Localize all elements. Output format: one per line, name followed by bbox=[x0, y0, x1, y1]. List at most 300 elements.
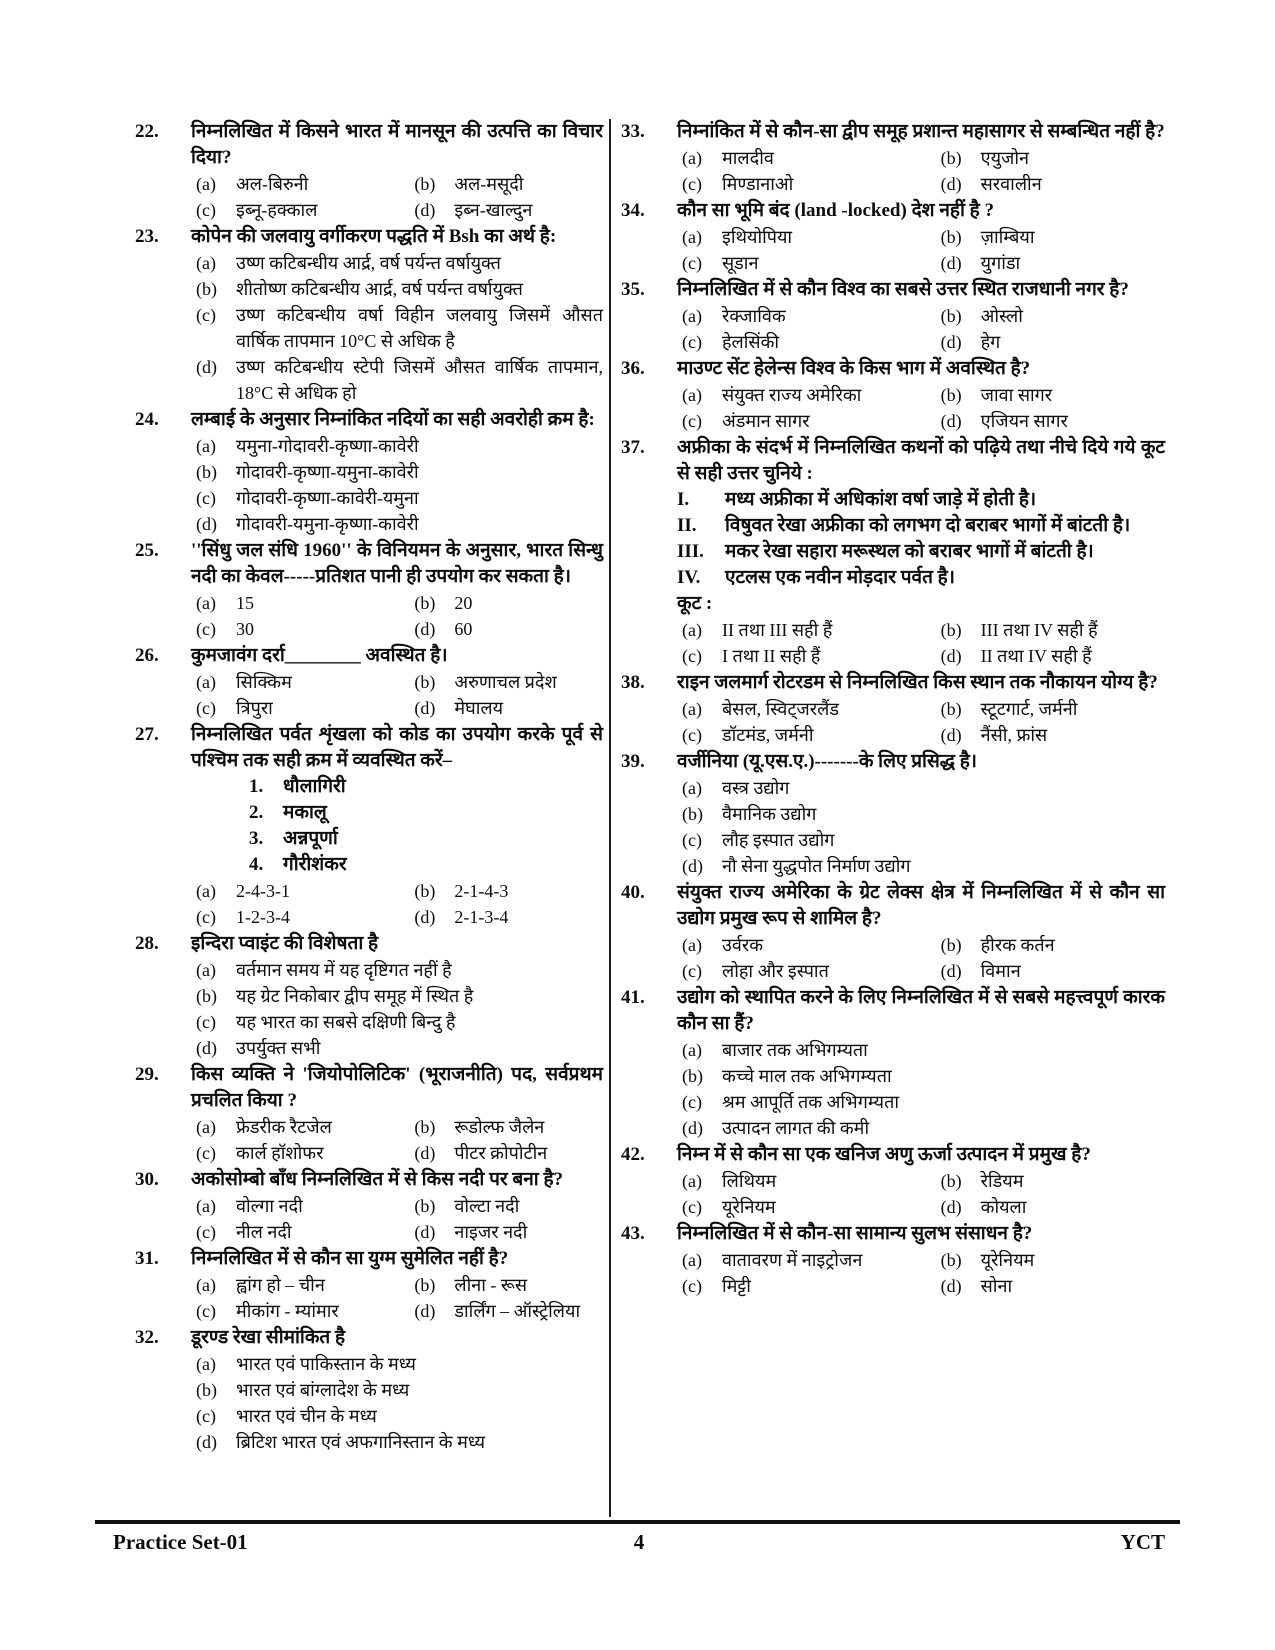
option bbox=[936, 171, 1165, 197]
question-block bbox=[621, 985, 1165, 1141]
option bbox=[191, 485, 603, 511]
question-block bbox=[135, 407, 603, 537]
option bbox=[936, 224, 1165, 250]
option bbox=[191, 1219, 409, 1245]
question-body bbox=[191, 119, 603, 223]
option-label: (b) bbox=[940, 385, 962, 405]
option-text: अल-बिरुनी bbox=[236, 174, 309, 194]
option-label: (d) bbox=[940, 174, 962, 194]
option-text: वातावरण में नाइट्रोजन bbox=[722, 1250, 863, 1270]
option-text: यमुना-गोदावरी-कृष्णा-कावेरी bbox=[236, 436, 419, 456]
question-number: 30. bbox=[135, 1169, 159, 1190]
option-text: डॉटमंड, जर्मनी bbox=[722, 725, 814, 745]
option-label: (b) bbox=[414, 881, 436, 901]
option-label: (d) bbox=[414, 200, 436, 220]
option-text: III तथा IV सही हैं bbox=[980, 620, 1098, 640]
option-label: (a) bbox=[682, 1250, 702, 1270]
option-text: लोहा और इस्पात bbox=[722, 961, 829, 981]
option-label: (d) bbox=[414, 1222, 436, 1242]
question-number: 29. bbox=[135, 1064, 159, 1085]
option-text: लौह इस्पात उद्योग bbox=[722, 830, 835, 850]
question-text: इन्दिरा प्वाइंट की विशेषता है bbox=[191, 933, 379, 954]
option-text: यूरेनियम bbox=[722, 1197, 776, 1217]
question-block bbox=[135, 224, 603, 406]
options bbox=[677, 932, 1165, 984]
question-number: 35. bbox=[621, 279, 645, 300]
option-text: इब्नू-हक्काल bbox=[236, 200, 318, 220]
option bbox=[677, 224, 936, 250]
question-text: ''सिंधु जल संधि 1960'' के विनियमन के अनुसार, भारत सिन्धु नदी का केवल-----प्रतिशत पानी ही उपयोग कर सकता है। bbox=[191, 540, 603, 587]
option bbox=[409, 1193, 603, 1219]
option-label: (c) bbox=[682, 1092, 702, 1112]
option bbox=[936, 958, 1165, 984]
options bbox=[677, 303, 1165, 355]
option bbox=[191, 878, 409, 904]
option-label: (a) bbox=[682, 699, 702, 719]
option-label: (d) bbox=[196, 514, 217, 534]
option-label: (b) bbox=[940, 1250, 962, 1270]
option-text: नील नदी bbox=[236, 1222, 292, 1242]
options bbox=[677, 145, 1165, 197]
options bbox=[677, 617, 1165, 669]
option-label: (b) bbox=[414, 174, 436, 194]
option-label: (b) bbox=[414, 672, 436, 692]
option-label: (d) bbox=[196, 357, 217, 377]
question-block bbox=[135, 1246, 603, 1324]
sub-item-number: 1. bbox=[249, 776, 264, 797]
option-label: (d) bbox=[940, 411, 962, 431]
option bbox=[409, 590, 603, 616]
footer-practice-set-label: Practice Set-01 bbox=[113, 1530, 248, 1554]
sub-item bbox=[191, 774, 603, 800]
option bbox=[677, 643, 936, 669]
option-label: (a) bbox=[196, 672, 216, 692]
question-body bbox=[191, 1062, 603, 1166]
option-text: नौ सेना युद्धपोत निर्माण उद्योग bbox=[722, 856, 911, 876]
option-text: लीना - रूस bbox=[454, 1275, 528, 1295]
option-text: 20 bbox=[454, 593, 473, 613]
option bbox=[677, 1247, 936, 1273]
option-label: (d) bbox=[414, 907, 436, 927]
option-text: अरुणाचल प्रदेश bbox=[454, 672, 557, 692]
option-text: गोदावरी-यमुना-कृष्णा-कावेरी bbox=[236, 514, 419, 534]
option-label: (b) bbox=[940, 306, 962, 326]
page-number: 4 bbox=[633, 1530, 645, 1554]
option-label: (a) bbox=[682, 778, 702, 798]
statement bbox=[677, 487, 1165, 513]
option-text: उष्ण कटिबन्धीय आर्द्र, वर्ष पर्यन्त वर्षायुक्त bbox=[236, 253, 501, 273]
option bbox=[936, 329, 1165, 355]
option bbox=[191, 433, 603, 459]
options bbox=[191, 1193, 603, 1245]
option-text: अल-मसूदी bbox=[454, 174, 524, 194]
question-number: 27. bbox=[135, 724, 159, 745]
question-number: 22. bbox=[135, 121, 159, 142]
option-label: (a) bbox=[196, 593, 216, 613]
option-label: (c) bbox=[682, 830, 702, 850]
option-label: (d) bbox=[940, 253, 962, 273]
question-block bbox=[135, 119, 603, 223]
option bbox=[677, 171, 936, 197]
option-label: (c) bbox=[196, 1406, 216, 1426]
question-text: निम्नलिखित में से कौन विश्व का सबसे उत्तर स्थित राजधानी नगर है? bbox=[677, 279, 1129, 300]
sub-item bbox=[191, 800, 603, 826]
option-label: (d) bbox=[414, 698, 436, 718]
option-label: (c) bbox=[682, 1197, 702, 1217]
option-label: (b) bbox=[940, 1171, 962, 1191]
option-text: फ्रेडरीक रैटजेल bbox=[236, 1117, 332, 1137]
options bbox=[677, 224, 1165, 276]
sub-item bbox=[191, 826, 603, 852]
options bbox=[677, 696, 1165, 748]
option bbox=[191, 459, 603, 485]
option-text: रेक्जाविक bbox=[722, 306, 786, 326]
question-text: निम्नलिखित में किसने भारत में मानसून की उत्पत्ति का विचार दिया? bbox=[191, 121, 603, 168]
option-label: (c) bbox=[682, 1276, 702, 1296]
option bbox=[191, 1272, 409, 1298]
option-label: (c) bbox=[682, 961, 702, 981]
option-label: (c) bbox=[682, 174, 702, 194]
option bbox=[191, 511, 603, 537]
question-body bbox=[677, 749, 1165, 879]
question-text: निम्नलिखित में से कौन-सा सामान्य सुलभ संसाधन है? bbox=[677, 1223, 1033, 1244]
option bbox=[191, 590, 409, 616]
options bbox=[191, 171, 603, 223]
options bbox=[191, 878, 603, 930]
question-body bbox=[677, 435, 1165, 669]
option-label: (d) bbox=[682, 856, 703, 876]
question-number: 24. bbox=[135, 409, 159, 430]
option-label: (a) bbox=[682, 227, 702, 247]
option-text: उपर्युक्त सभी bbox=[236, 1038, 321, 1058]
question-number: 32. bbox=[135, 1327, 159, 1348]
option bbox=[936, 643, 1165, 669]
option bbox=[677, 382, 936, 408]
options bbox=[677, 382, 1165, 434]
footer-publisher-label: YCT bbox=[1120, 1530, 1165, 1554]
option-label: (b) bbox=[940, 227, 962, 247]
option bbox=[677, 1115, 1165, 1141]
question-block bbox=[621, 198, 1165, 276]
option-label: (a) bbox=[196, 253, 216, 273]
statement-number: III. bbox=[677, 541, 704, 562]
option-text: भारत एवं चीन के मध्य bbox=[236, 1406, 377, 1426]
option-label: (a) bbox=[196, 1354, 216, 1374]
option-text: जावा सागर bbox=[980, 385, 1053, 405]
option bbox=[191, 276, 603, 302]
statement bbox=[677, 539, 1165, 565]
option-label: (a) bbox=[196, 436, 216, 456]
option-label: (a) bbox=[196, 1196, 216, 1216]
option-label: (c) bbox=[682, 411, 702, 431]
option-text: हेलसिंकी bbox=[722, 332, 780, 352]
option-text: कोयला bbox=[980, 1197, 1027, 1217]
option-text: गोदावरी-कृष्णा-कावेरी-यमुना bbox=[236, 488, 419, 508]
option bbox=[191, 1377, 603, 1403]
option bbox=[677, 250, 936, 276]
option bbox=[191, 302, 603, 354]
option-text: वर्तमान समय में यह दृष्टिगत नहीं है bbox=[236, 960, 452, 980]
footer-rule bbox=[95, 1520, 1180, 1524]
option-text: 2-1-4-3 bbox=[454, 881, 509, 901]
question-block bbox=[621, 670, 1165, 748]
option bbox=[677, 1063, 1165, 1089]
question-block bbox=[621, 277, 1165, 355]
option-text: शीतोष्ण कटिबन्धीय आर्द्र, वर्ष पर्यन्त वर्षायुक्त bbox=[236, 279, 523, 299]
question-body bbox=[677, 1221, 1165, 1299]
option bbox=[191, 983, 603, 1009]
koot-label: कूट : bbox=[677, 593, 713, 614]
option-label: (c) bbox=[196, 1143, 216, 1163]
question-number: 25. bbox=[135, 540, 159, 561]
option-text: ब्रिटिश भारत एवं अफगानिस्तान के मध्य bbox=[236, 1432, 486, 1452]
options bbox=[191, 669, 603, 721]
option-label: (a) bbox=[196, 960, 216, 980]
question-body bbox=[677, 880, 1165, 984]
options bbox=[191, 1114, 603, 1166]
option-label: (d) bbox=[414, 1301, 436, 1321]
option-label: (a) bbox=[682, 1171, 702, 1191]
option-text: मालदीव bbox=[722, 148, 774, 168]
question-body bbox=[677, 1142, 1165, 1220]
option bbox=[936, 250, 1165, 276]
option-text: अंडमान सागर bbox=[722, 411, 810, 431]
option-text: उष्ण कटिबन्धीय वर्षा विहीन जलवायु जिसमें औसत वार्षिक तापमान 10°C से अधिक है bbox=[236, 305, 603, 351]
option-text: उर्वरक bbox=[722, 935, 764, 955]
question-number: 40. bbox=[621, 882, 645, 903]
option-label: (c) bbox=[196, 698, 216, 718]
option-label: (c) bbox=[196, 907, 216, 927]
question-number: 37. bbox=[621, 437, 645, 458]
question-block bbox=[135, 1167, 603, 1245]
option bbox=[677, 958, 936, 984]
question-body bbox=[677, 119, 1165, 197]
option bbox=[936, 1247, 1165, 1273]
option bbox=[677, 408, 936, 434]
option-label: (c) bbox=[196, 1222, 216, 1242]
column-left bbox=[135, 119, 603, 1517]
option bbox=[191, 1009, 603, 1035]
question-block bbox=[621, 880, 1165, 984]
question-text: कौन सा भूमि बंद (land -locked) देश नहीं है ? bbox=[677, 200, 994, 221]
option bbox=[936, 696, 1165, 722]
option-text: सिक्किम bbox=[236, 672, 292, 692]
sub-item-text: अन्नपूर्णा bbox=[283, 828, 338, 849]
option-label: (a) bbox=[682, 1040, 702, 1060]
option-label: (d) bbox=[940, 1276, 962, 1296]
option bbox=[936, 932, 1165, 958]
option bbox=[409, 878, 603, 904]
option-label: (d) bbox=[940, 646, 962, 666]
question-body bbox=[677, 670, 1165, 748]
option bbox=[409, 616, 603, 642]
option bbox=[677, 617, 936, 643]
question-text: संयुक्त राज्य अमेरिका के ग्रेट लेक्स क्षेत्र में निम्नलिखित में से कौन सा उद्योग प्रमुख रूप से शामिल है? bbox=[677, 882, 1165, 929]
option-label: (d) bbox=[196, 1038, 217, 1058]
question-text: कुमजावंग दर्रा________ अवस्थित है। bbox=[191, 645, 448, 666]
question-body bbox=[191, 722, 603, 930]
option-text: 1-2-3-4 bbox=[236, 907, 290, 927]
option-text: वोल्टा नदी bbox=[454, 1196, 520, 1216]
option-label: (d) bbox=[414, 619, 436, 639]
option-text: एयुजोन bbox=[980, 148, 1030, 168]
sub-item bbox=[191, 852, 603, 878]
option-text: 2-1-3-4 bbox=[454, 907, 509, 927]
question-body bbox=[677, 985, 1165, 1141]
question-number: 39. bbox=[621, 751, 645, 772]
question-text: कोपेन की जलवायु वर्गीकरण पद्धति में Bsh का अर्थ है: bbox=[191, 226, 557, 247]
option bbox=[409, 1219, 603, 1245]
question-body bbox=[191, 1325, 603, 1455]
option-text: सरवालीन bbox=[980, 174, 1042, 194]
sub-item-number: 2. bbox=[249, 802, 264, 823]
option-text: कार्ल हॉशोफर bbox=[236, 1143, 324, 1163]
option-label: (c) bbox=[682, 646, 702, 666]
option-text: उष्ण कटिबन्धीय स्टेपी जिसमें औसत वार्षिक तापमान, 18°C से अधिक हो bbox=[236, 357, 603, 403]
option-text: बेसल, स्विट्जरलैंड bbox=[722, 699, 839, 719]
option bbox=[936, 617, 1165, 643]
option-text: विमान bbox=[980, 961, 1021, 981]
statement-text: मकर रेखा सहारा मरूस्थल को बराबर भागों में बांटती है। bbox=[725, 541, 1094, 562]
question-number: 41. bbox=[621, 987, 645, 1008]
option bbox=[936, 722, 1165, 748]
option bbox=[409, 197, 603, 223]
question-block bbox=[135, 931, 603, 1061]
column-right bbox=[621, 119, 1165, 1517]
sub-item-number: 4. bbox=[249, 854, 264, 875]
option-text: रेडियम bbox=[980, 1171, 1024, 1191]
option-text: 2-4-3-1 bbox=[236, 881, 290, 901]
option bbox=[409, 1140, 603, 1166]
option bbox=[191, 1114, 409, 1140]
option bbox=[191, 250, 603, 276]
question-body bbox=[191, 931, 603, 1061]
option bbox=[677, 1194, 936, 1220]
option-label: (c) bbox=[196, 305, 216, 325]
question-block bbox=[135, 538, 603, 642]
option-text: वस्त्र उद्योग bbox=[722, 778, 790, 798]
option bbox=[191, 616, 409, 642]
option bbox=[409, 1114, 603, 1140]
option-label: (b) bbox=[940, 148, 962, 168]
option-text: 60 bbox=[454, 619, 473, 639]
option bbox=[191, 669, 409, 695]
options bbox=[677, 1247, 1165, 1299]
option-text: इथियोपिया bbox=[722, 227, 793, 247]
options bbox=[191, 433, 603, 537]
question-number: 42. bbox=[621, 1144, 645, 1165]
question-block bbox=[621, 1221, 1165, 1299]
option-text: ह्वांग हो – चीन bbox=[236, 1275, 325, 1295]
statement-number: II. bbox=[677, 515, 697, 536]
option bbox=[677, 801, 1165, 827]
option-label: (d) bbox=[940, 961, 962, 981]
question-text: अकोसोम्बो बाँध निम्नलिखित में से किस नदी पर बना है? bbox=[191, 1169, 564, 1190]
question-block bbox=[135, 643, 603, 721]
question-text: अफ्रीका के संदर्भ में निम्नलिखित कथनों को पढ़िये तथा नीचे दिये गये कूट से सही उत्तर चुनिये : bbox=[677, 437, 1165, 484]
question-block bbox=[621, 1142, 1165, 1220]
option bbox=[936, 145, 1165, 171]
option-label: (c) bbox=[196, 619, 216, 639]
option bbox=[191, 957, 603, 983]
option bbox=[677, 696, 936, 722]
question-body bbox=[677, 356, 1165, 434]
option-label: (b) bbox=[940, 935, 962, 955]
option-text: गोदावरी-कृष्णा-यमुना-कावेरी bbox=[236, 462, 419, 482]
question-block bbox=[135, 1325, 603, 1455]
option-text: रूडोल्फ जैलेन bbox=[454, 1117, 545, 1137]
option bbox=[191, 171, 409, 197]
option bbox=[191, 1140, 409, 1166]
option-label: (b) bbox=[196, 279, 217, 299]
option bbox=[677, 145, 936, 171]
option-label: (d) bbox=[414, 1143, 436, 1163]
option-text: I तथा II सही हैं bbox=[722, 646, 821, 666]
options bbox=[677, 1037, 1165, 1141]
option-text: सोना bbox=[980, 1276, 1013, 1296]
question-number: 33. bbox=[621, 121, 645, 142]
option-text: इब्न-खाल्दुन bbox=[454, 200, 533, 220]
statement-text: मध्य अफ्रीका में अधिकांश वर्षा जाड़े में होती है। bbox=[725, 489, 1037, 510]
option-label: (d) bbox=[196, 1432, 217, 1452]
option-label: (a) bbox=[196, 881, 216, 901]
option-text: वोल्गा नदी bbox=[236, 1196, 303, 1216]
option bbox=[191, 1035, 603, 1061]
option bbox=[191, 904, 409, 930]
option bbox=[677, 932, 936, 958]
statement bbox=[677, 513, 1165, 539]
sub-item-text: मकालू bbox=[283, 802, 327, 823]
page-footer bbox=[113, 1530, 1165, 1558]
option-label: (d) bbox=[682, 1118, 703, 1138]
option bbox=[936, 303, 1165, 329]
statement-number: I. bbox=[677, 489, 690, 510]
option bbox=[677, 1168, 936, 1194]
option-text: हीरक कर्तन bbox=[980, 935, 1055, 955]
option-text: स्टूटगार्ट, जर्मनी bbox=[980, 699, 1078, 719]
question-number: 23. bbox=[135, 226, 159, 247]
question-number: 34. bbox=[621, 200, 645, 221]
statement-number: IV. bbox=[677, 567, 701, 588]
statement-text: विषुवत रेखा अफ्रीका को लगभग दो बराबर भागों में बांटती है। bbox=[725, 515, 1131, 536]
option bbox=[191, 1429, 603, 1455]
option bbox=[409, 695, 603, 721]
question-number: 28. bbox=[135, 933, 159, 954]
option-text: ओस्लो bbox=[980, 306, 1023, 326]
options bbox=[191, 957, 603, 1061]
options bbox=[677, 775, 1165, 879]
question-block bbox=[621, 435, 1165, 669]
option-label: (d) bbox=[940, 725, 962, 745]
option-text: वैमानिक उद्योग bbox=[722, 804, 817, 824]
option-label: (b) bbox=[414, 1196, 436, 1216]
option-label: (d) bbox=[940, 332, 962, 352]
question-number: 38. bbox=[621, 672, 645, 693]
option bbox=[191, 695, 409, 721]
question-number: 36. bbox=[621, 358, 645, 379]
options bbox=[191, 1351, 603, 1455]
question-text: निम्नलिखित पर्वत शृंखला को कोड का उपयोग करके पूर्व से पश्चिम तक सही क्रम में व्यवस्थित करें– bbox=[191, 724, 603, 771]
question-block bbox=[135, 1062, 603, 1166]
option-text: युगांडा bbox=[980, 253, 1021, 273]
question-body bbox=[191, 224, 603, 406]
option-label: (b) bbox=[196, 986, 217, 1006]
option bbox=[677, 1089, 1165, 1115]
option-label: (a) bbox=[682, 306, 702, 326]
option-text: डार्लिंग – ऑस्ट्रेलिया bbox=[454, 1301, 581, 1321]
option bbox=[409, 1298, 603, 1324]
option bbox=[936, 1194, 1165, 1220]
